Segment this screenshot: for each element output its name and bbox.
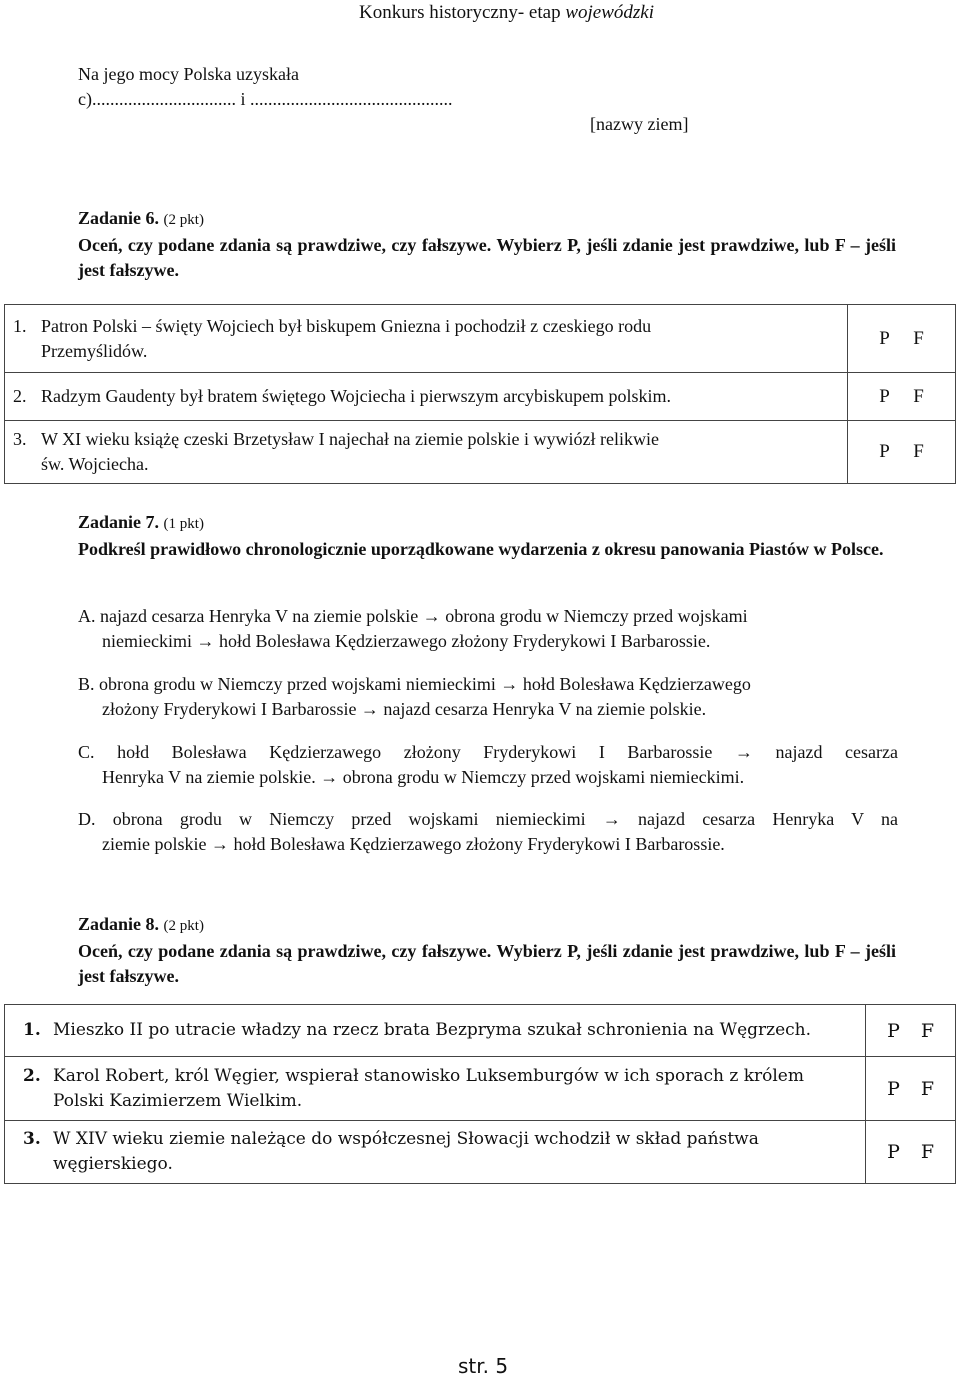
option-f[interactable]: F [913, 385, 924, 407]
option-label: C. [78, 742, 95, 762]
task6-instruction: Oceń, czy podane zdania są prawdziwe, czy fałszywe. Wybierz P, jeśli zdanie jest prawdziwe, lub F – jeśli jest fałszywe. [78, 235, 896, 280]
option-text: obrona grodu w Niemczy przed wojskami niemieckimi → hołd Bolesława Kędzierzawego [99, 674, 751, 694]
option-f[interactable]: F [920, 1141, 935, 1163]
statement-number: 2. [23, 1065, 41, 1086]
option-p[interactable]: P [887, 1077, 900, 1100]
option-f[interactable]: F [913, 327, 924, 349]
option-label: D. [78, 809, 96, 829]
option-text-cont: Henryka V na ziemie polskie. → obrona grodu w Niemczy przed wojskami niemieckimi. [102, 767, 745, 787]
statement-number: 3. [13, 429, 27, 449]
task8-table [4, 1004, 956, 1184]
task7-heading [78, 510, 896, 562]
statement-text-cont: Polski Kazimierzem Wielkim. [53, 1090, 303, 1111]
statement-text: W XI wieku książę czeski Brzetysław I najechał na ziemie polskie i wywiózł relikwie [41, 429, 659, 449]
task8-points: (2 pkt) [163, 918, 204, 934]
task7-option-c[interactable] [78, 740, 898, 790]
task6-row-2 [5, 373, 956, 421]
option-p[interactable]: P [887, 1019, 900, 1042]
task6-table [4, 304, 956, 484]
option-text: najazd cesarza Henryka V na ziemie polskie → obrona grodu w Niemczy przed wojskami [100, 606, 748, 626]
statement-text: W XIV wieku ziemie należące do współczesnej Słowacji wchodził w skład państwa [53, 1129, 759, 1149]
task8-row-3 [5, 1121, 956, 1184]
statement-number: 1. [23, 1020, 41, 1040]
task8-instruction: Oceń, czy podane zdania są prawdziwe, czy fałszywe. Wybierz P, jeśli zdanie jest prawdziwe, lub F – jeśli jest fałszywe. [78, 941, 896, 986]
option-text-cont: niemieckimi → hołd Bolesława Kędzierzawego złożony Fryderykowi I Barbarossie. [102, 631, 711, 651]
statement-number: 2. [13, 386, 27, 406]
statement-text-cont: węgierskiego. [53, 1154, 173, 1174]
statement-text-cont: św. Wojciecha. [41, 454, 149, 474]
task6-row-3 [5, 421, 956, 484]
page-header [359, 2, 654, 24]
statement-text: Karol Robert, król Węgier, wspierał stanowisko Luksemburgów w ich sporach z królem [53, 1065, 804, 1086]
task8-row-1 [5, 1005, 956, 1057]
task8-row-2 [5, 1057, 956, 1121]
option-p[interactable]: P [879, 385, 890, 407]
statement-text: Radzym Gaudenty był bratem świętego Wojciecha i pierwszym arcybiskupem polskim. [41, 386, 672, 406]
statement-text: Patron Polski – święty Wojciech był biskupem Gniezna i pochodził z czeskiego rodu [41, 315, 652, 336]
header-title-italic: wojewódzki [565, 2, 654, 23]
option-p[interactable]: P [879, 327, 890, 349]
page-number: str. 5 [458, 1354, 509, 1378]
statement-number: 1. [13, 315, 27, 336]
option-p[interactable]: P [879, 441, 890, 462]
header-title: Konkurs historyczny- etap [359, 2, 566, 23]
task7-instruction: Podkreśl prawidłowo chronologicznie uporządkowane wydarzenia z okresu panowania Piastów w Polsce. [78, 539, 884, 559]
option-text-cont: złożony Fryderykowi I Barbarossie → najazd cesarza Henryka V na ziemie polskie. [102, 699, 707, 719]
continuation-text [78, 62, 452, 112]
task7-title: Zadanie 7. [78, 512, 160, 532]
option-f[interactable]: F [920, 1019, 935, 1042]
answer-blanks: c)................................ i ............................................. [78, 89, 453, 109]
blank-hint: [nazwy ziem] [590, 114, 689, 134]
statement-number: 3. [23, 1129, 41, 1149]
task8-title: Zadanie 8. [78, 914, 160, 934]
option-label: B. [78, 674, 95, 694]
option-p[interactable]: P [887, 1141, 900, 1163]
continuation-line-1: Na jego mocy Polska uzyskała [78, 64, 299, 84]
option-text: hołd Bolesława Kędzierzawego złożony Fryderykowi I Barbarossie → najazd cesarza [117, 742, 898, 762]
option-text-cont: ziemie polskie → hołd Bolesława Kędzierzawego złożony Fryderykowi I Barbarossie. [102, 834, 725, 854]
task6-points: (2 pkt) [163, 212, 204, 228]
statement-text: Mieszko II po utracie władzy na rzecz brata Bezpryma szukał schronienia na Węgrzech. [53, 1020, 812, 1040]
option-label: A. [78, 606, 96, 626]
option-f[interactable]: F [920, 1077, 935, 1100]
task6-title: Zadanie 6. [78, 208, 160, 228]
statement-text-cont: Przemyślidów. [41, 340, 148, 361]
task6-row-1 [5, 305, 956, 373]
option-f[interactable]: F [913, 441, 924, 462]
option-text: obrona grodu w Niemczy przed wojskami niemieckimi → najazd cesarza Henryka V na [112, 809, 898, 829]
task7-points: (1 pkt) [163, 516, 204, 532]
task8-heading [78, 912, 896, 989]
task7-option-b[interactable] [78, 672, 898, 722]
task7-option-d[interactable] [78, 807, 898, 857]
task7-option-a[interactable] [78, 604, 898, 654]
task6-heading [78, 206, 896, 283]
